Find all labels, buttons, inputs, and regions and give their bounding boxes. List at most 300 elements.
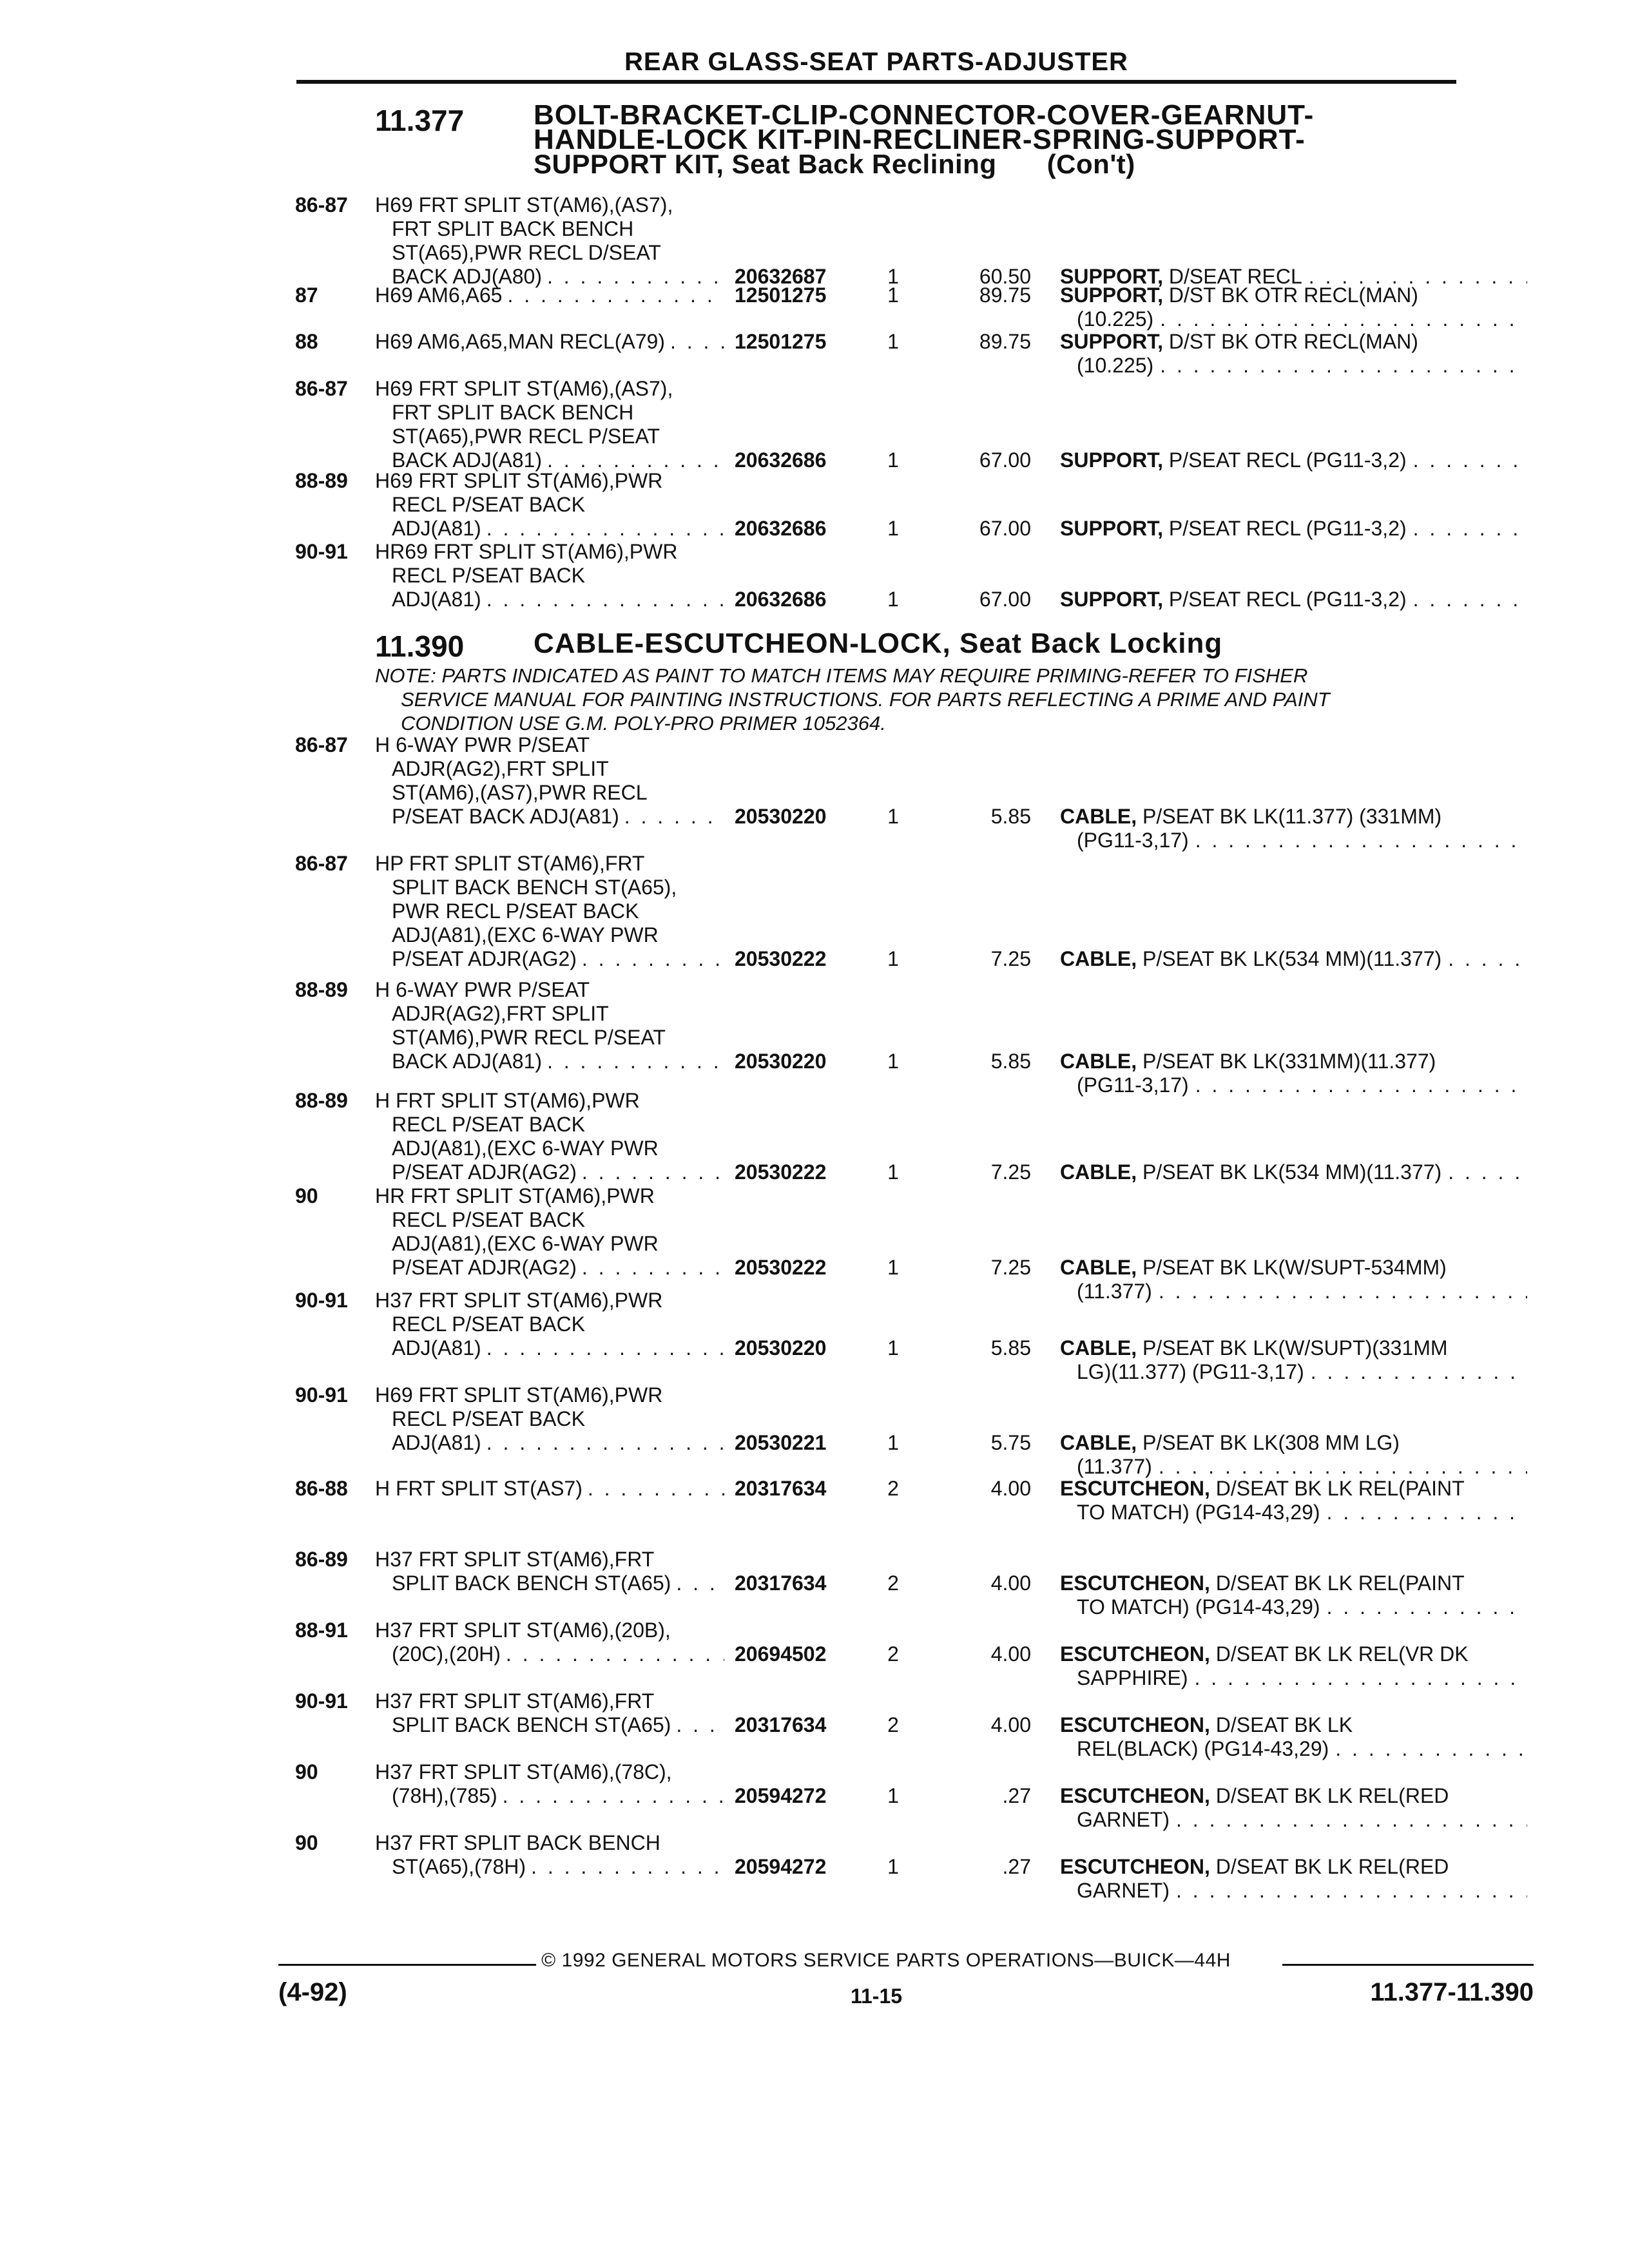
part-detail: D/SEAT BK LK REL(RED	[1215, 1784, 1449, 1807]
dot-leader	[501, 1642, 724, 1666]
description-line: RECL P/SEAT BACK	[392, 1208, 585, 1231]
part-description-line	[1060, 1360, 1527, 1384]
dot-leader	[577, 1160, 724, 1184]
part-description	[1060, 330, 1527, 378]
model-years: 88-89	[295, 469, 348, 492]
dot-leader	[1189, 1073, 1527, 1097]
part-number: 20632686	[735, 448, 827, 472]
part-description-line	[1060, 1455, 1527, 1479]
dot-leader	[1153, 354, 1527, 378]
description-line	[375, 1784, 724, 1808]
application-description	[375, 1689, 724, 1737]
part-description-line	[1060, 1501, 1527, 1524]
description-line	[375, 330, 724, 354]
part-description-text	[1060, 588, 1407, 611]
description-line	[375, 1050, 724, 1073]
part-description-line	[1060, 1855, 1527, 1879]
description-line	[375, 1336, 724, 1360]
model-years: 90	[295, 1184, 318, 1207]
dot-leader	[481, 1431, 724, 1455]
description-line: H69 FRT SPLIT ST(AM6),(AS7),	[375, 193, 673, 216]
part-name: ESCUTCHEON,	[1060, 1571, 1210, 1595]
section-title-11-390: CABLE-ESCUTCHEON-LOCK, Seat Back Locking	[534, 628, 1223, 659]
description-line: H 6-WAY PWR P/SEAT	[375, 978, 590, 1001]
part-description-text	[1060, 1571, 1465, 1595]
model-years: 86-87	[295, 193, 348, 216]
part-description-line	[1060, 829, 1527, 852]
note-line: SERVICE MANUAL FOR PAINTING INSTRUCTIONS. FOR PARTS REFLECTING A PRIME AND PAINT	[401, 688, 1330, 711]
description-text: P/SEAT ADJR(AG2)	[392, 1256, 577, 1279]
part-name: CABLE,	[1060, 1050, 1137, 1073]
part-number: 20530220	[735, 1336, 827, 1360]
part-name: CABLE,	[1060, 1256, 1137, 1279]
description-line: ADJ(A81),(EXC 6-WAY PWR	[392, 1232, 659, 1255]
description-text: SPLIT BACK BENCH ST(A65)	[392, 1713, 671, 1736]
part-description-text	[1060, 947, 1441, 971]
description-line: SPLIT BACK BENCH ST(A65),	[392, 876, 677, 899]
footer-rule-right	[1282, 1964, 1534, 1966]
quantity: 1	[887, 1336, 899, 1360]
part-name: CABLE,	[1060, 947, 1137, 970]
part-detail: D/SEAT BK LK	[1215, 1713, 1353, 1736]
part-name: SUPPORT,	[1060, 265, 1164, 288]
dot-leader	[671, 1713, 724, 1737]
description-line: HR69 FRT SPLIT ST(AM6),PWR	[375, 540, 678, 563]
description-line: H69 FRT SPLIT ST(AM6),PWR	[375, 469, 663, 492]
part-number: 20530222	[735, 947, 827, 970]
description-text: BACK ADJ(A80)	[392, 265, 542, 288]
part-name: SUPPORT,	[1060, 588, 1164, 611]
part-number: 20594272	[735, 1855, 827, 1878]
part-description-text	[1060, 448, 1407, 472]
dot-leader	[1407, 588, 1527, 611]
part-description-text: TO MATCH) (PG14-43,29)	[1077, 1595, 1320, 1619]
dot-leader	[1170, 1808, 1527, 1832]
price: 89.75	[979, 330, 1031, 353]
dot-leader	[1407, 448, 1527, 472]
part-description-text	[1060, 330, 1418, 354]
application-description	[375, 978, 724, 1073]
quantity: 1	[887, 265, 899, 288]
part-detail: P/SEAT BK LK(534 MM)(11.377)	[1142, 947, 1442, 970]
part-description-line	[1060, 1784, 1527, 1808]
description-line	[375, 588, 724, 611]
part-detail: D/SEAT BK LK REL(PAINT	[1215, 1477, 1465, 1500]
dot-leader	[619, 805, 724, 829]
price: 89.75	[979, 284, 1031, 307]
part-description-line	[1060, 947, 1527, 971]
description-line: PWR RECL P/SEAT BACK	[392, 899, 639, 923]
description-text: H69 AM6,A65,MAN RECL(A79)	[375, 330, 665, 353]
part-description-text: (PG11-3,17)	[1077, 829, 1189, 852]
part-number: 20632686	[735, 517, 827, 540]
description-text: P/SEAT BACK ADJ(A81)	[392, 805, 619, 828]
price: 67.00	[979, 448, 1031, 472]
description-text: BACK ADJ(A81)	[392, 1050, 542, 1073]
model-years: 88	[295, 330, 318, 353]
part-detail: P/SEAT BK LK(11.377) (331MM)	[1142, 805, 1442, 828]
application-description	[375, 193, 724, 289]
quantity: 1	[887, 1784, 899, 1807]
part-description	[1060, 1855, 1527, 1903]
description-line: ADJR(AG2),FRT SPLIT	[392, 757, 609, 780]
description-line	[375, 1477, 724, 1501]
model-years: 86-88	[295, 1477, 348, 1500]
part-description-text	[1060, 284, 1418, 307]
description-line: H69 FRT SPLIT ST(AM6),PWR	[375, 1383, 663, 1407]
part-detail: D/SEAT BK LK REL(RED	[1215, 1855, 1449, 1878]
price: 67.00	[979, 517, 1031, 540]
priming-note	[375, 664, 1509, 735]
part-description-line	[1060, 805, 1527, 829]
part-number: 20530220	[735, 805, 827, 828]
part-detail: P/SEAT RECL (PG11-3,2)	[1168, 588, 1407, 611]
part-description-text: TO MATCH) (PG14-43,29)	[1077, 1501, 1320, 1524]
description-text: ADJ(A81)	[392, 1431, 481, 1454]
dot-leader	[1441, 1160, 1527, 1184]
quantity: 1	[887, 448, 899, 472]
part-description-line	[1060, 1477, 1527, 1501]
part-name: ESCUTCHEON,	[1060, 1713, 1210, 1736]
description-line	[375, 517, 724, 541]
quantity: 1	[887, 330, 899, 353]
part-detail: D/ST BK OTR RECL(MAN)	[1168, 284, 1418, 307]
description-line	[375, 1256, 724, 1280]
price: 7.25	[990, 1160, 1031, 1184]
model-years: 86-87	[295, 852, 348, 875]
section-number-11-377: 11.377	[375, 104, 465, 137]
dot-leader	[497, 1784, 724, 1808]
section-title-last: SUPPORT KIT, Seat Back Reclining	[534, 149, 997, 179]
part-description	[1060, 448, 1527, 472]
part-detail: P/SEAT BK LK(331MM)(11.377)	[1142, 1050, 1436, 1073]
description-line: H37 FRT SPLIT BACK BENCH	[375, 1831, 660, 1854]
description-text: (20C),(20H)	[392, 1642, 501, 1666]
part-detail: P/SEAT BK LK(534 MM)(11.377)	[1142, 1160, 1442, 1184]
part-description-line	[1060, 588, 1527, 611]
description-line	[375, 805, 724, 829]
description-line: ST(AM6),PWR RECL P/SEAT	[392, 1026, 666, 1049]
part-number: 20694502	[735, 1642, 827, 1666]
model-years: 88-91	[295, 1619, 348, 1642]
part-number: 20317634	[735, 1571, 827, 1595]
price: 4.00	[990, 1713, 1031, 1736]
footer-revision-date: (4-92)	[278, 1978, 347, 2006]
quantity: 1	[887, 1431, 899, 1454]
part-name: SUPPORT,	[1060, 330, 1164, 353]
model-years: 86-87	[295, 377, 348, 400]
quantity: 1	[887, 947, 899, 970]
application-description	[375, 852, 724, 971]
part-description-text: SAPPHIRE)	[1077, 1666, 1188, 1689]
description-line: RECL P/SEAT BACK	[392, 564, 585, 587]
part-description-line	[1060, 1160, 1527, 1184]
application-description	[375, 1289, 724, 1360]
dot-leader	[577, 947, 724, 971]
part-number: 20632687	[735, 265, 827, 288]
quantity: 2	[887, 1713, 899, 1736]
part-description-line	[1060, 1713, 1527, 1737]
price: 5.85	[990, 1050, 1031, 1073]
part-number: 20317634	[735, 1713, 827, 1736]
price: .27	[1002, 1784, 1031, 1807]
quantity: 1	[887, 517, 899, 540]
dot-leader	[1188, 1666, 1527, 1690]
part-detail: P/SEAT BK LK(W/SUPT)(331MM	[1142, 1336, 1448, 1360]
part-description-text	[1060, 805, 1441, 829]
quantity: 2	[887, 1642, 899, 1666]
part-name: SUPPORT,	[1060, 517, 1164, 540]
part-description-line	[1060, 1879, 1527, 1903]
part-description	[1060, 1336, 1527, 1384]
part-description-text: REL(BLACK) (PG14-43,29)	[1077, 1737, 1329, 1760]
part-description-line	[1060, 1431, 1527, 1455]
description-line: ST(AM6),(AS7),PWR RECL	[392, 781, 648, 804]
description-line: H FRT SPLIT ST(AM6),PWR	[375, 1089, 640, 1112]
part-description-text: (PG11-3,17)	[1077, 1073, 1189, 1097]
part-description-line	[1060, 1737, 1527, 1761]
model-years: 90-91	[295, 1689, 348, 1713]
dot-leader	[1153, 307, 1527, 331]
application-description	[375, 1089, 724, 1184]
description-line	[375, 1642, 724, 1666]
part-description	[1060, 1160, 1527, 1184]
part-description-line	[1060, 354, 1527, 378]
part-detail: D/SEAT RECL	[1168, 265, 1302, 288]
part-number: 20530220	[735, 1050, 827, 1073]
part-number: 20594272	[735, 1784, 827, 1807]
dot-leader	[1407, 517, 1527, 541]
part-description-text: (10.225)	[1077, 307, 1154, 331]
description-line	[375, 1855, 724, 1879]
dot-leader	[481, 517, 724, 541]
price: .27	[1002, 1855, 1031, 1878]
part-number: 20530221	[735, 1431, 827, 1454]
part-description-text	[1060, 1050, 1436, 1073]
price: 7.25	[990, 1256, 1031, 1279]
description-line: ADJ(A81),(EXC 6-WAY PWR	[392, 1137, 659, 1160]
dot-leader	[526, 1855, 724, 1879]
application-description	[375, 330, 724, 354]
dot-leader	[1152, 1280, 1527, 1303]
part-detail: D/ST BK OTR RECL(MAN)	[1168, 330, 1418, 353]
price: 5.85	[990, 805, 1031, 828]
part-description-text	[1060, 1642, 1469, 1666]
part-name: CABLE,	[1060, 1336, 1137, 1360]
page-header-title: REAR GLASS-SEAT PARTS-ADJUSTER	[624, 48, 1128, 76]
description-text: SPLIT BACK BENCH ST(A65)	[392, 1571, 671, 1595]
quantity: 1	[887, 1855, 899, 1878]
description-line: ST(A65),PWR RECL P/SEAT	[392, 425, 660, 448]
part-description	[1060, 1477, 1527, 1524]
model-years: 87	[295, 284, 318, 307]
part-description-line	[1060, 1571, 1527, 1595]
part-description-text: LG)(11.377) (PG11-3,17)	[1077, 1360, 1304, 1383]
model-years: 90-91	[295, 540, 348, 563]
part-description-text: GARNET)	[1077, 1879, 1170, 1902]
description-line: ADJ(A81),(EXC 6-WAY PWR	[392, 923, 659, 947]
description-line: H37 FRT SPLIT ST(AM6),(78C),	[375, 1760, 672, 1783]
description-line: RECL P/SEAT BACK	[392, 493, 585, 516]
application-description	[375, 377, 724, 472]
price: 4.00	[990, 1571, 1031, 1595]
part-description-line	[1060, 1280, 1527, 1303]
model-years: 86-87	[295, 733, 348, 756]
description-text: H69 AM6,A65	[375, 284, 503, 307]
price: 67.00	[979, 588, 1031, 611]
dot-leader	[481, 1336, 724, 1360]
part-description-text	[1060, 1713, 1353, 1737]
quantity: 1	[887, 1256, 899, 1279]
description-text: ADJ(A81)	[392, 588, 481, 611]
description-line: ADJR(AG2),FRT SPLIT	[392, 1002, 609, 1025]
part-detail: P/SEAT BK LK(308 MM LG)	[1142, 1431, 1400, 1454]
description-line: ST(A65),PWR RECL D/SEAT	[392, 241, 661, 264]
price: 5.85	[990, 1336, 1031, 1360]
section-title-line: HANDLE-LOCK KIT-PIN-RECLINER-SPRING-SUPPORT-	[534, 124, 1306, 155]
part-description-text	[1060, 1160, 1441, 1184]
application-description	[375, 733, 724, 829]
part-number: 12501275	[735, 330, 827, 353]
description-line: FRT SPLIT BACK BENCH	[392, 401, 634, 424]
part-description-line	[1060, 330, 1527, 354]
footer-section-range: 11.377-11.390	[1370, 1978, 1534, 2006]
part-description	[1060, 805, 1527, 852]
part-description-text	[1060, 1256, 1447, 1280]
part-description-text: (11.377)	[1077, 1280, 1152, 1303]
section-number-11-390: 11.390	[375, 629, 465, 663]
price: 5.75	[990, 1431, 1031, 1454]
model-years: 86-89	[295, 1548, 348, 1571]
part-detail: P/SEAT BK LK(W/SUPT-534MM)	[1142, 1256, 1447, 1279]
part-detail: P/SEAT RECL (PG11-3,2)	[1168, 448, 1407, 472]
part-description-line	[1060, 1642, 1527, 1666]
part-description	[1060, 1784, 1527, 1832]
part-name: ESCUTCHEON,	[1060, 1477, 1210, 1500]
dot-leader	[577, 1256, 724, 1280]
model-years: 88-89	[295, 1089, 348, 1112]
part-description-line	[1060, 1050, 1527, 1073]
description-line: H37 FRT SPLIT ST(AM6),(20B),	[375, 1619, 671, 1642]
part-description-text	[1060, 1431, 1400, 1455]
part-description-line	[1060, 1666, 1527, 1690]
part-description-line	[1060, 517, 1527, 541]
dot-leader	[481, 588, 724, 611]
part-description-line	[1060, 1073, 1527, 1097]
part-name: CABLE,	[1060, 1431, 1137, 1454]
part-number: 20632686	[735, 588, 827, 611]
description-line	[375, 284, 724, 307]
description-line: RECL P/SEAT BACK	[392, 1407, 585, 1430]
part-description	[1060, 1050, 1527, 1097]
model-years: 90-91	[295, 1289, 348, 1312]
part-name: CABLE,	[1060, 1160, 1137, 1184]
part-description	[1060, 947, 1527, 971]
dot-leader	[542, 1050, 724, 1073]
dot-leader	[1329, 1737, 1527, 1761]
dot-leader	[671, 1571, 724, 1595]
part-description	[1060, 1571, 1527, 1619]
description-line: RECL P/SEAT BACK	[392, 1113, 585, 1136]
quantity: 1	[887, 1050, 899, 1073]
description-line: H 6-WAY PWR P/SEAT	[375, 733, 590, 756]
note-line: NOTE: PARTS INDICATED AS PAINT TO MATCH ITEMS MAY REQUIRE PRIMING-REFER TO FISHER	[375, 664, 1308, 687]
dot-leader	[583, 1477, 724, 1501]
part-description-line	[1060, 448, 1527, 472]
section-title-line: BOLT-BRACKET-CLIP-CONNECTOR-COVER-GEARNUT-	[534, 99, 1315, 131]
description-line	[375, 1160, 724, 1184]
description-line	[375, 1571, 724, 1595]
quantity: 2	[887, 1571, 899, 1595]
section-title-cont: (Con't)	[1046, 149, 1135, 179]
part-description	[1060, 284, 1527, 331]
dot-leader	[1320, 1595, 1527, 1619]
quantity: 1	[887, 805, 899, 828]
part-description	[1060, 588, 1527, 611]
description-text: ADJ(A81)	[392, 1336, 481, 1360]
model-years: 90	[295, 1760, 318, 1783]
dot-leader	[502, 284, 724, 307]
dot-leader	[1152, 1455, 1527, 1479]
part-number: 12501275	[735, 284, 827, 307]
application-description	[375, 284, 724, 307]
part-description-line	[1060, 1336, 1527, 1360]
application-description	[375, 1619, 724, 1666]
part-description-line	[1060, 307, 1527, 331]
quantity: 1	[887, 588, 899, 611]
description-text: P/SEAT ADJR(AG2)	[392, 947, 577, 970]
quantity: 2	[887, 1477, 899, 1500]
part-description	[1060, 1642, 1527, 1690]
part-description-line	[1060, 1256, 1527, 1280]
part-description-line	[1060, 1595, 1527, 1619]
part-description-line	[1060, 1808, 1527, 1832]
application-description	[375, 1477, 724, 1501]
description-text: ST(A65),(78H)	[392, 1855, 526, 1878]
dot-leader	[665, 330, 724, 354]
part-number: 20317634	[735, 1477, 827, 1500]
footer-page-number: 11-15	[850, 1984, 903, 2008]
part-description	[1060, 1431, 1527, 1479]
model-years: 90-91	[295, 1383, 348, 1407]
price: 4.00	[990, 1642, 1031, 1666]
description-line: FRT SPLIT BACK BENCH	[392, 217, 634, 240]
price: 60.50	[979, 265, 1031, 288]
application-description	[375, 469, 724, 541]
dot-leader	[1441, 947, 1527, 971]
dot-leader	[1189, 829, 1527, 852]
note-line: CONDITION USE G.M. POLY-PRO PRIMER 1052364.	[401, 712, 886, 735]
dot-leader	[1320, 1501, 1527, 1524]
part-description-text	[1060, 1477, 1465, 1501]
section-title-line	[534, 149, 1314, 179]
part-description	[1060, 517, 1527, 541]
part-detail: D/SEAT BK LK REL(PAINT	[1215, 1571, 1465, 1595]
dot-leader	[1170, 1879, 1527, 1903]
description-text: H FRT SPLIT ST(AS7)	[375, 1477, 583, 1500]
description-line: H69 FRT SPLIT ST(AM6),(AS7),	[375, 377, 673, 400]
part-description-text	[1060, 1336, 1448, 1360]
part-description-text: (10.225)	[1077, 354, 1154, 377]
application-description	[375, 1548, 724, 1595]
part-description-text: (11.377)	[1077, 1455, 1152, 1478]
description-text: P/SEAT ADJR(AG2)	[392, 1160, 577, 1184]
application-description	[375, 1760, 724, 1808]
model-years: 88-89	[295, 978, 348, 1001]
part-name: ESCUTCHEON,	[1060, 1855, 1210, 1878]
description-line: H37 FRT SPLIT ST(AM6),FRT	[375, 1548, 655, 1571]
application-description	[375, 1383, 724, 1455]
